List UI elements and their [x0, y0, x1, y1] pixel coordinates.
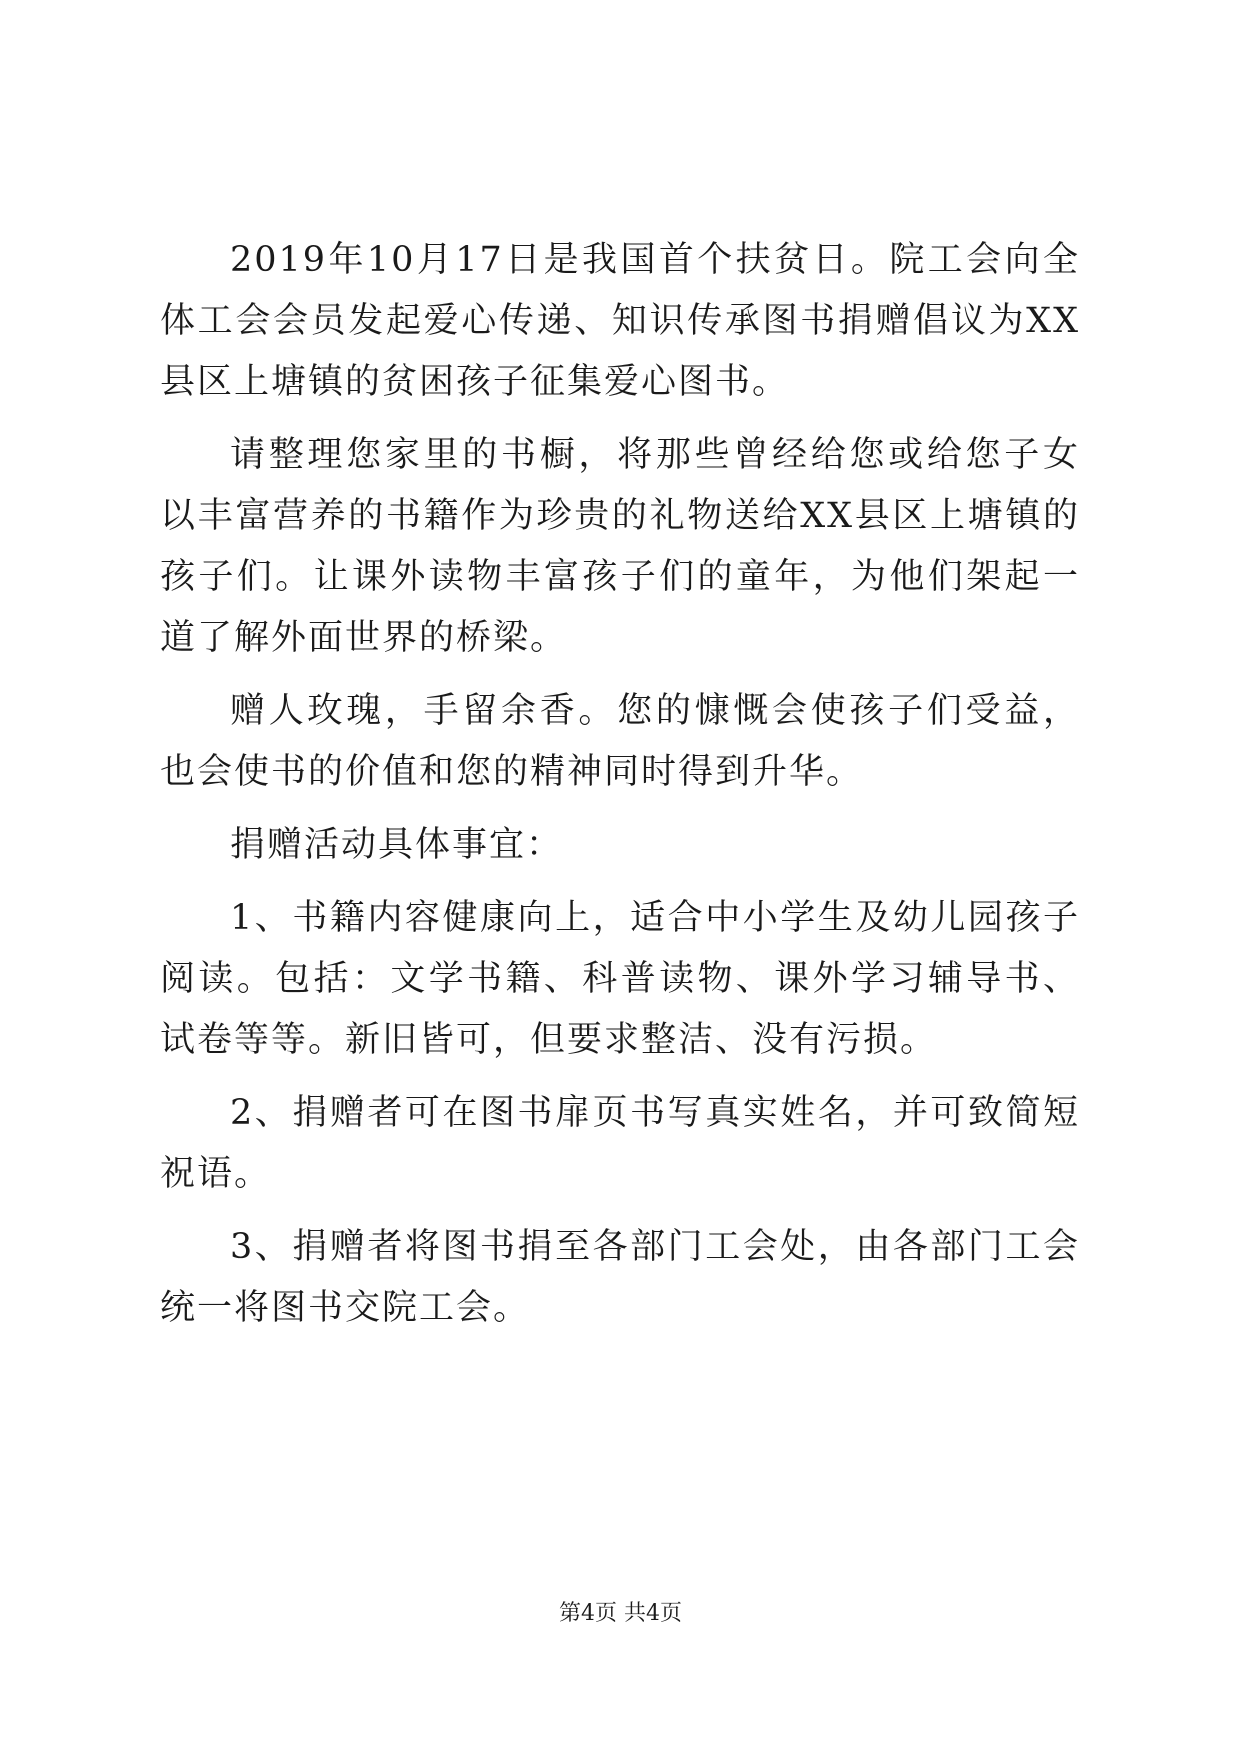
paragraph-roses: 赠人玫瑰，手留余香。您的慷慨会使孩子们受益，也会使书的价值和您的精神同时得到升华。 [160, 691, 1080, 792]
paragraph-item-1: 1、书籍内容健康向上，适合中小学生及幼儿园孩子阅读。包括：文学书籍、科普读物、课外学习辅导书、试卷等等。新旧皆可，但要求整洁、没有污损。 [160, 898, 1080, 1060]
page-footer: 第4页 共4页 [559, 1601, 682, 1626]
paragraph-request: 请整理您家里的书橱，将那些曾经给您或给您子女以丰富营养的书籍作为珍贵的礼物送给XX县区上塘镇的孩子们。让课外读物丰富孩子们的童年，为他们架起一道了解外面世界的桥梁。 [160, 435, 1080, 658]
paragraph-intro: 2019年10月17日是我国首个扶贫日。院工会向全体工会会员发起爱心传递、知识传承图书捐赠倡议为XX县区上塘镇的贫困孩子征集爱心图书。 [160, 240, 1080, 402]
paragraph-item-3: 3、捐赠者将图书捐至各部门工会处，由各部门工会统一将图书交院工会。 [160, 1227, 1080, 1328]
paragraph-details-heading: 捐赠活动具体事宜： [230, 825, 564, 865]
paragraph-item-2: 2、捐赠者可在图书扉页书写真实姓名，并可致简短祝语。 [160, 1093, 1080, 1194]
document-body [160, 230, 1080, 1351]
